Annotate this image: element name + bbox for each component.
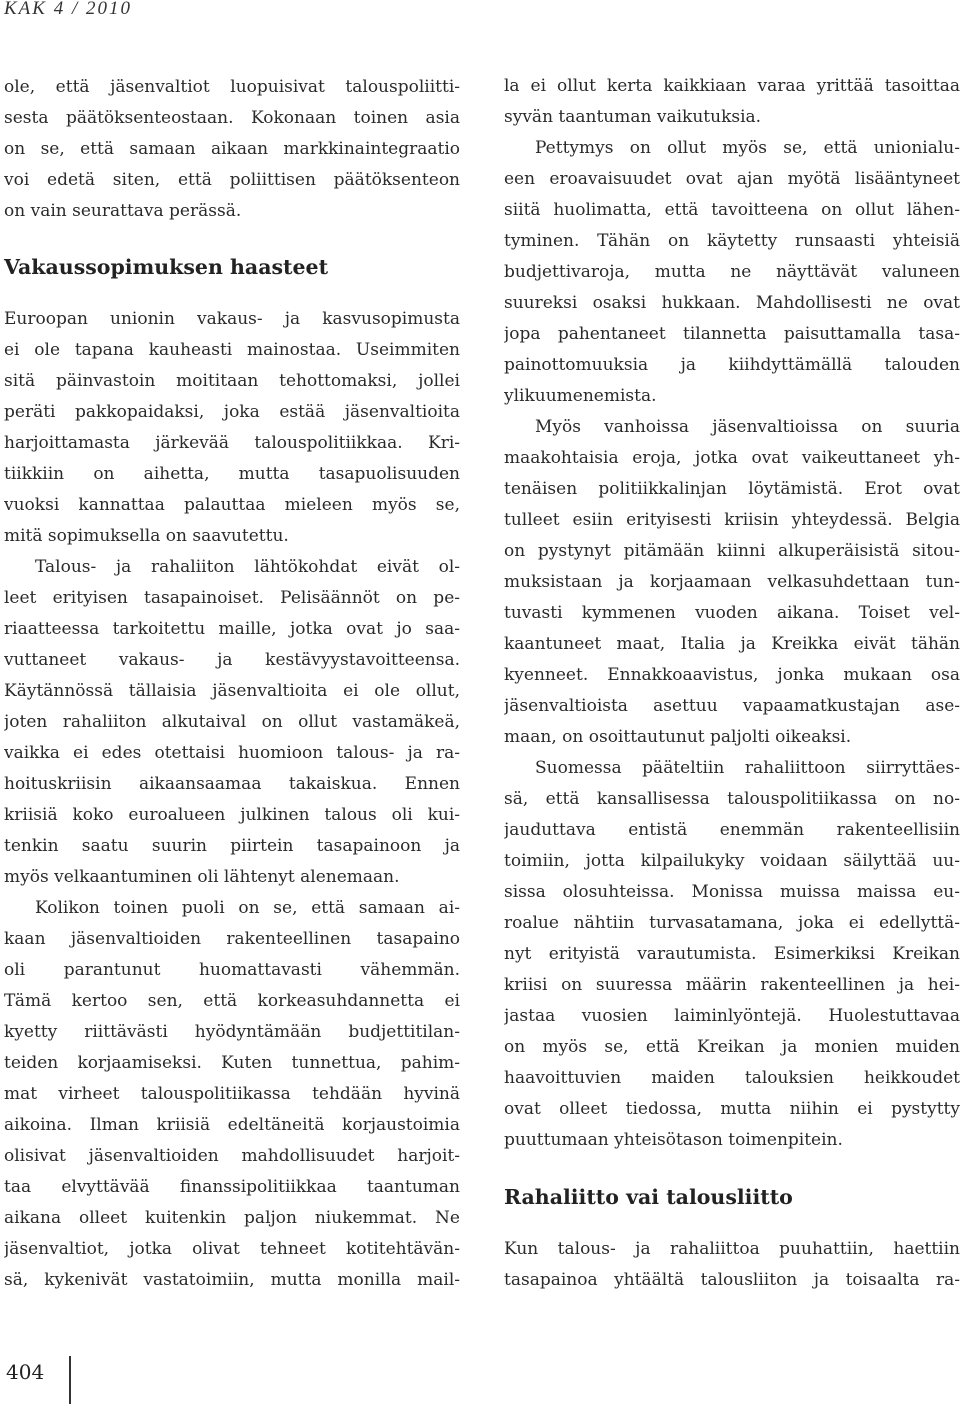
text-line: maakohtaisia eroja, jotka ovat vaikeuttaneet yh- [504, 448, 960, 468]
text-line: joten rahaliiton alkutaival on ollut vastamäkeä, [4, 712, 460, 732]
text-line: Kun talous- ja rahaliittoa puuhattiin, haettiin [504, 1239, 960, 1259]
text-line: tyminen. Tähän on käytetty runsaasti yhteisiä [504, 231, 960, 251]
text-line: sä, että kansallisessa talouspolitiikassa on no- [504, 789, 960, 809]
right-section-body [504, 1234, 960, 1296]
text-line: tasapainoa yhtäältä talousliiton ja toisaalta ra- [504, 1270, 960, 1290]
section-heading-vakaussopimus: Vakaussopimuksen haasteet [4, 255, 329, 279]
section-body [4, 304, 460, 1296]
text-line: vaikka ei edes otettaisi huomioon talous- ja ra- [4, 743, 460, 763]
text-line: kaan jäsenvaltioiden rakenteellinen tasapaino [4, 929, 460, 949]
running-head: KAK 4 / 2010 [4, 0, 132, 19]
text-line: Käytännössä tällaisia jäsenvaltioita ei ole ollut, [4, 681, 460, 701]
text-line: ei ole tapana kauheasti mainostaa. Useimmiten [4, 340, 460, 360]
text-line: jauduttava entistä enemmän rakenteellisiin [504, 820, 960, 840]
text-line: haavoittuvien maiden talouksien heikkoudet [504, 1068, 960, 1088]
text-line: ylikuumenemista. [504, 386, 657, 406]
text-line: vuoksi kannattaa palauttaa mieleen myös se, [4, 495, 460, 515]
text-line: on vain seurattava perässä. [4, 201, 242, 221]
text-line: een eroavaisuudet ovat ajan myötä lisääntyneet [504, 169, 960, 189]
text-line: muksistaan ja korjaamaan velkasuhdettaan tun- [504, 572, 960, 592]
text-line: ovat olleet tiedossa, mutta niihin ei pystytty [504, 1099, 960, 1119]
text-line: harjoittamasta järkevää talouspolitiikkaa. Kri- [4, 433, 460, 453]
text-line: mitä sopimuksella on saavutettu. [4, 526, 289, 546]
text-line: taa elvyttävää finanssipolitiikkaa taantuman [4, 1177, 460, 1197]
text-line: la ei ollut kerta kaikkiaan varaa yrittää tasoittaa [504, 76, 960, 96]
text-line: peräti pakkopaidaksi, joka estää jäsenvaltioita [4, 402, 460, 422]
text-line: Pettymys on ollut myös se, että unionialu- [535, 138, 960, 158]
text-line: jäsenvaltiot, jotka olivat tehneet kotitehtävän- [4, 1239, 460, 1259]
text-line: tulleet esiin erityisesti kriisin yhteydessä. Belgia [504, 510, 960, 530]
left-column [4, 72, 460, 1296]
text-line: Kolikon toinen puoli on se, että samaan ai- [35, 898, 460, 918]
text-line: maan, on osoittautunut paljolti oikeaksi. [504, 727, 852, 747]
text-line: Euroopan unionin vakaus- ja kasvusopimusta [4, 309, 460, 329]
text-line: oli parantunut huomattavasti vähemmän. [4, 960, 460, 980]
text-line: voi edetä siten, että poliittisen päätöksenteon [4, 170, 460, 190]
text-line: leet erityisen tasapainoiset. Pelisäännöt on pe- [4, 588, 460, 608]
text-line: aikoina. Ilman kriisiä edeltäneitä korjaustoimia [4, 1115, 460, 1135]
text-line: suureksi osaksi hukkaan. Mahdollisesti ne ovat [504, 293, 960, 313]
text-line: sitä päinvastoin moititaan tehottomaksi, jollei [4, 371, 460, 391]
text-line: kyetty riittävästi hyödyntämään budjettitilan- [4, 1022, 460, 1042]
right-column [504, 71, 960, 1296]
text-line: aikana olleet kuitenkin paljon niukemmat. Ne [4, 1208, 460, 1228]
text-line: tenkin saatu suurin piirtein tasapainoon ja [4, 836, 460, 856]
page-number: 404 [6, 1360, 45, 1384]
text-line: syvän taantuman vaikutuksia. [504, 107, 762, 127]
right-body [504, 71, 960, 1156]
text-line: on se, että samaan aikaan markkinaintegraatio [4, 139, 460, 159]
text-line: ole, että jäsenvaltiot luopuisivat talouspoliitti- [4, 77, 460, 97]
text-line: tiikkiin on aihetta, mutta tasapuolisuuden [4, 464, 460, 484]
text-line: Myös vanhoissa jäsenvaltioissa on suuria [535, 417, 960, 437]
text-line: myös velkaantuminen oli lähtenyt alenemaan. [4, 867, 400, 887]
text-line: hoituskriisin aikaansaamaa takaiskua. Ennen [4, 774, 460, 794]
text-line: mat virheet talouspolitiikassa tehdään hyvinä [4, 1084, 460, 1104]
folio-rule [69, 1356, 71, 1404]
text-line: jopa pahentaneet tilannetta paisuttamalla tasa- [504, 324, 960, 344]
text-line: tenäisen politiikkalinjan löytämistä. Erot ovat [504, 479, 960, 499]
text-line: budjettivaroja, mutta ne näyttävät valuneen [504, 262, 960, 282]
text-line: tuvasti kymmenen vuoden aikana. Toiset vel- [504, 603, 960, 623]
text-line: toimiin, jotta kilpailukyky voidaan säilyttää uu- [504, 851, 960, 871]
text-line: sä, kykenivät vastatoimiin, mutta monilla mail- [4, 1270, 460, 1290]
text-line: kriisiä koko euroalueen julkinen talous oli kui- [4, 805, 460, 825]
text-line: sissa olosuhteissa. Monissa muissa maissa eu- [504, 882, 960, 902]
text-line: kaantuneet maat, Italia ja Kreikka eivät tähän [504, 634, 960, 654]
text-line: siitä huolimatta, että tavoitteena on ollut lähen- [504, 200, 960, 220]
text-line: sesta päätöksenteostaan. Kokonaan toinen asia [4, 108, 460, 128]
text-line: vuttaneet vakaus- ja kestävyystavoitteensa. [4, 650, 460, 670]
text-line: on myös se, että Kreikan ja monien muiden [504, 1037, 960, 1057]
text-line: kriisi on suuressa määrin rakenteellinen ja hei- [504, 975, 960, 995]
text-line: teiden korjaamiseksi. Kuten tunnettua, pahim- [4, 1053, 460, 1073]
text-line: on pystynyt pitämään kiinni alkuperäisistä sitou- [504, 541, 960, 561]
section-heading-rahaliitto: Rahaliitto vai talousliitto [504, 1185, 793, 1209]
text-line: roalue nähtiin turvasatamana, joka ei edellyttä- [504, 913, 960, 933]
text-line: Talous- ja rahaliiton lähtökohdat eivät ol- [35, 557, 460, 577]
text-line: puuttumaan yhteisötason toimenpitein. [504, 1130, 843, 1150]
text-line: Tämä kertoo sen, että korkeasuhdannetta ei [4, 991, 460, 1011]
text-line: jäsenvaltioista asettuu vapaamatkustajan ase- [504, 696, 960, 716]
text-line: Suomessa pääteltiin rahaliittoon siirryttäes- [535, 758, 960, 778]
text-line: kyenneet. Ennakkoaavistus, jonka mukaan osa [504, 665, 960, 685]
text-line: painottomuuksia ja kiihdyttämällä talouden [504, 355, 960, 375]
text-line: nyt erityistä varautumista. Esimerkiksi Kreikan [504, 944, 960, 964]
text-line: jastaa vuosien laiminlyöntejä. Huolestuttavaa [504, 1006, 960, 1026]
text-line: olisivat jäsenvaltioiden mahdollisuudet harjoit- [4, 1146, 460, 1166]
intro-paragraph [4, 72, 460, 227]
text-line: riaatteessa tarkoitettu maille, jotka ovat jo saa- [4, 619, 460, 639]
